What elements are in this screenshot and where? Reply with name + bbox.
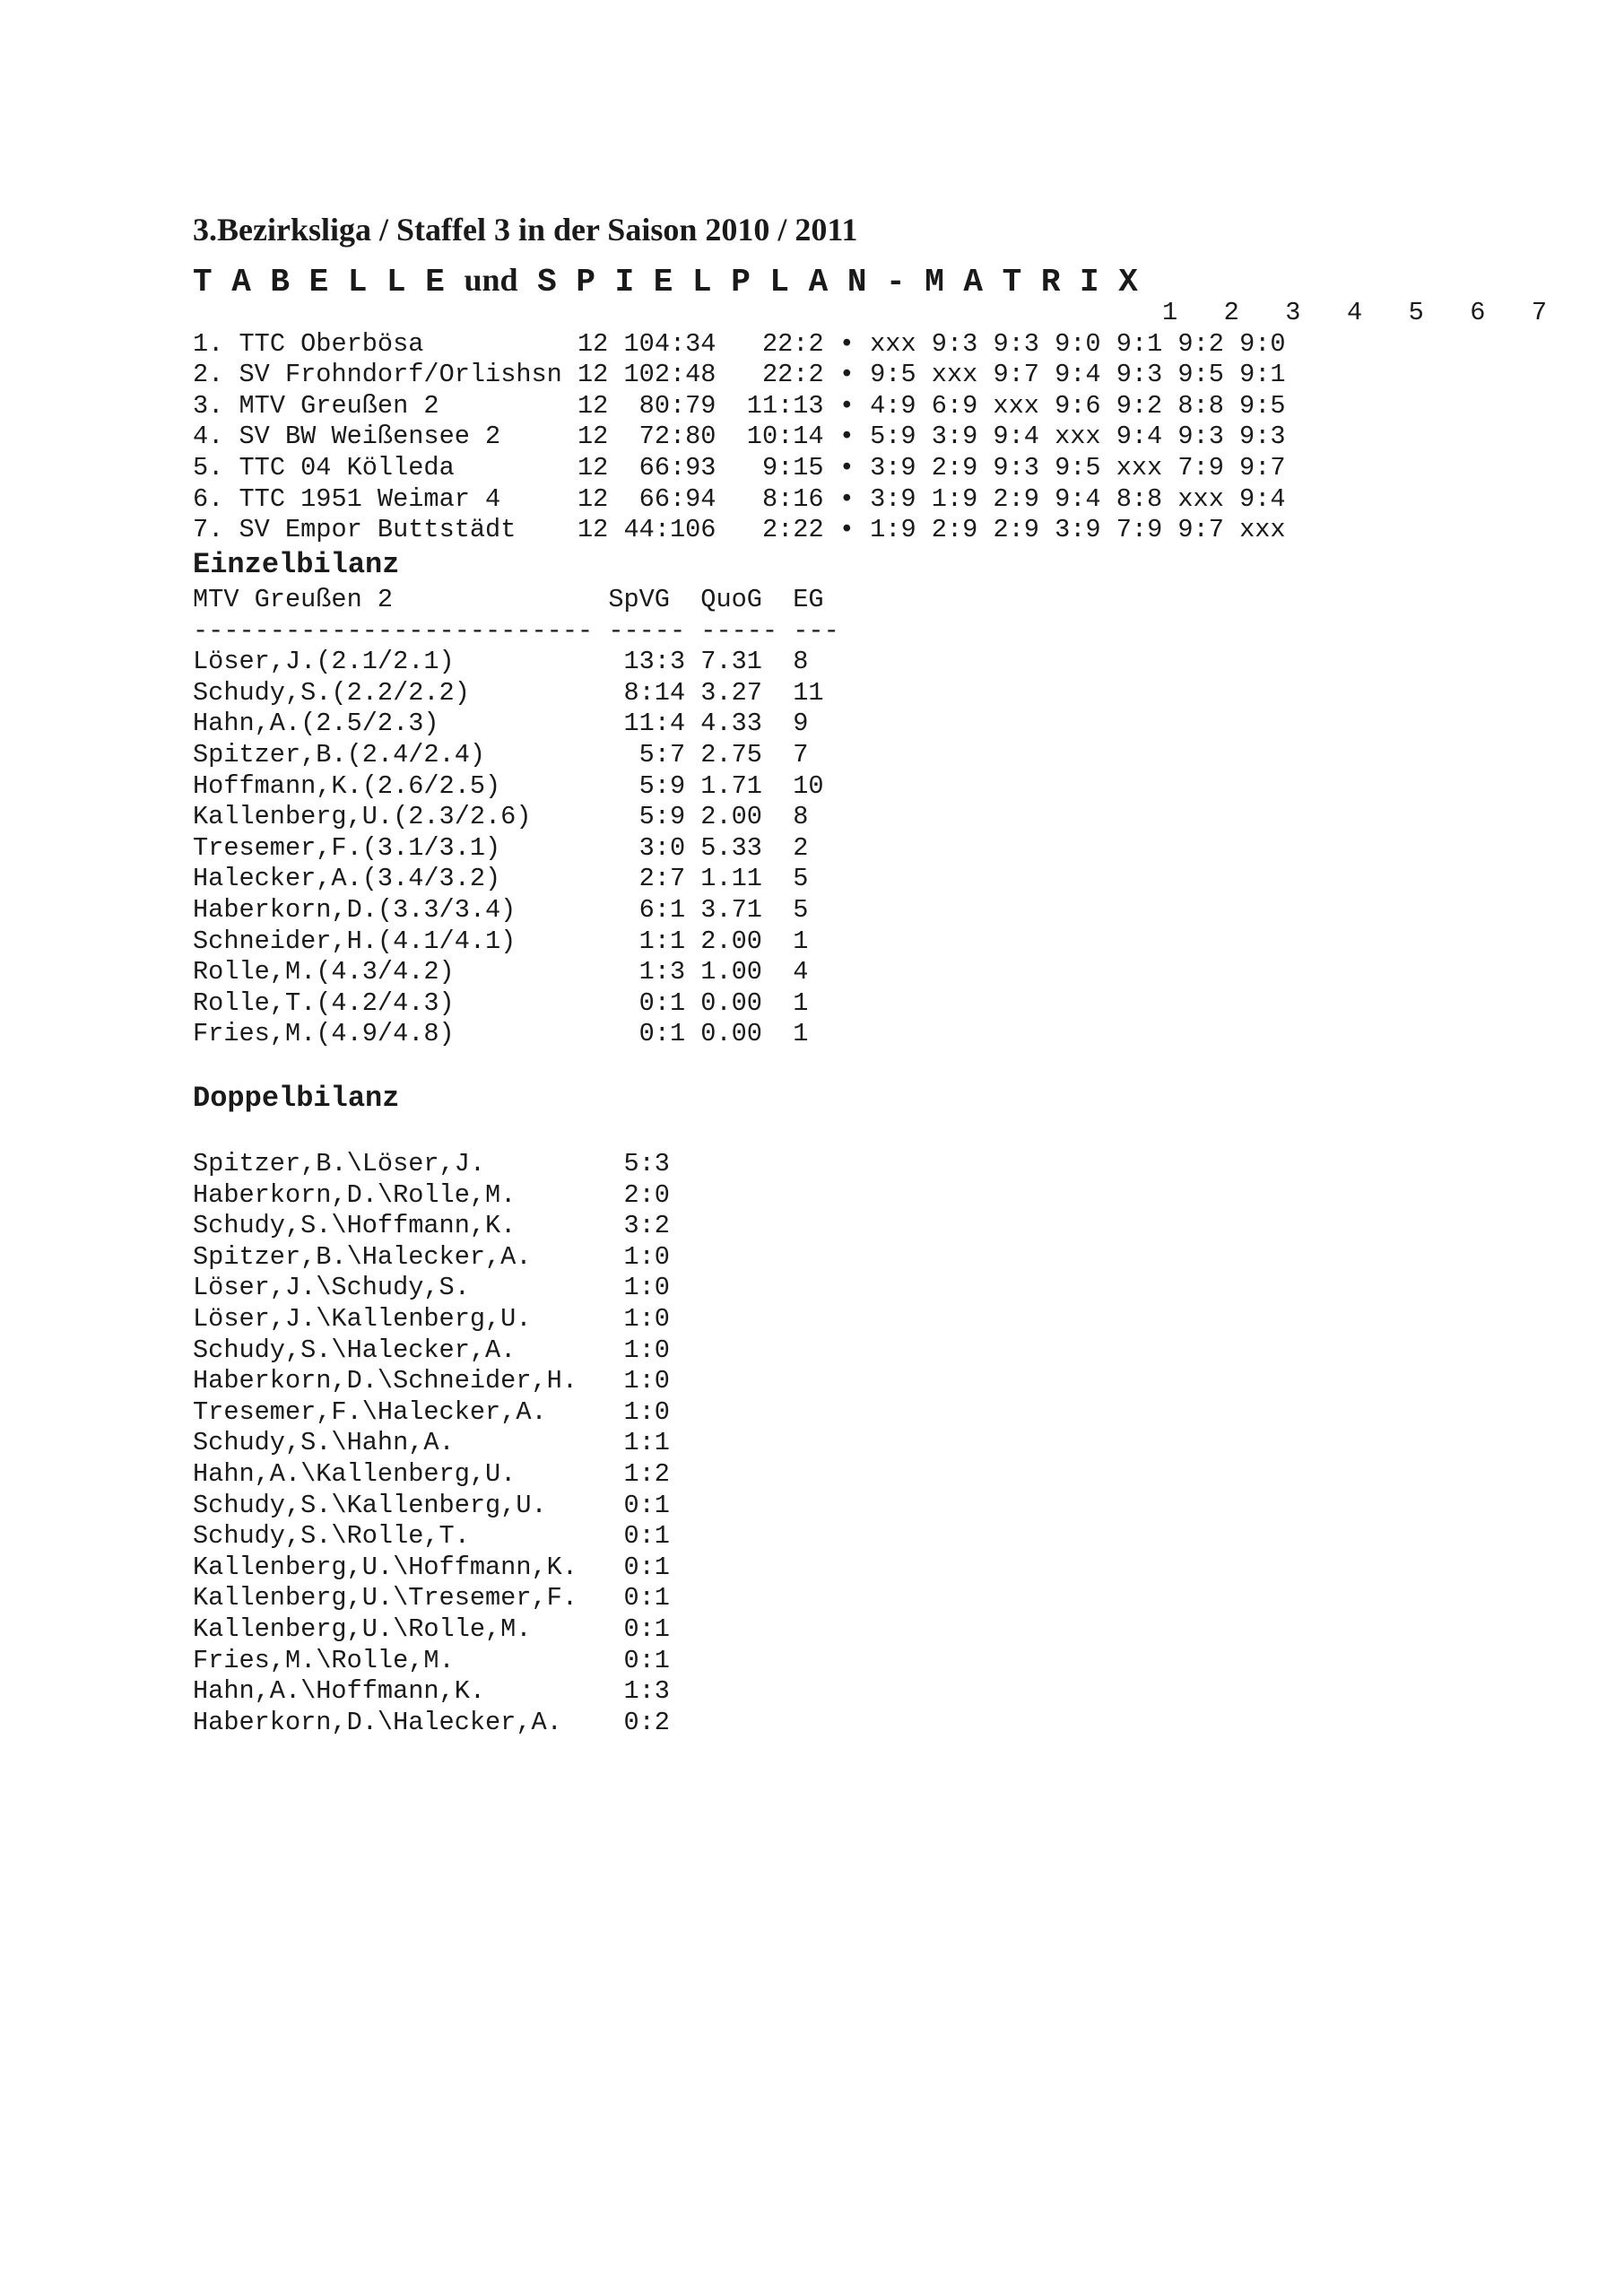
player-spvg: 13:3: [623, 647, 686, 677]
matrix-cell: 7:9: [1116, 515, 1163, 545]
table-bullet: •: [838, 422, 855, 452]
player-name: Rolle,T.(4.2/4.3): [193, 987, 455, 1018]
doppel-pair-row: [193, 1491, 670, 1522]
matrix-cell: 9:7: [1239, 452, 1286, 483]
doppel-pair-row: [193, 1273, 670, 1304]
table-sets: 66:94: [638, 483, 716, 514]
player-eg: 9: [793, 709, 809, 739]
table-points: 9:15: [761, 452, 824, 483]
doppel-pair: Schudy,S.\Hahn,A.: [193, 1428, 455, 1458]
doppel-score: 1:3: [623, 1676, 670, 1707]
table-team: MTV Greußen 2: [239, 390, 439, 421]
doppel-pair: Spitzer,B.\Löser,J.: [193, 1149, 486, 1178]
doppel-score: 0:1: [623, 1552, 670, 1582]
player-spvg: 6:1: [638, 894, 686, 925]
doppel-pair-row: [193, 1459, 670, 1491]
matrix-cell: 9:3: [1239, 422, 1286, 452]
matrix-cell: 2:9: [993, 515, 1039, 545]
player-eg: 8: [793, 647, 809, 677]
doppel-score: 0:1: [623, 1583, 670, 1613]
player-spvg: 11:4: [623, 709, 686, 739]
einzel-team-name: MTV Greußen 2: [193, 585, 394, 614]
matrix-cell: 8:8: [1177, 390, 1224, 421]
matrix-cell: xxx: [1055, 422, 1101, 452]
doppel-score: 0:1: [623, 1645, 670, 1675]
doppel-pair-row: [193, 1211, 670, 1242]
table-subheading: [193, 260, 1138, 302]
table-sets: 104:34: [623, 328, 716, 359]
player-quog: 1.71: [700, 770, 762, 801]
player-eg: 10: [793, 770, 824, 801]
table-points: 11:13: [746, 390, 824, 421]
doppel-pair-row: [193, 1676, 670, 1708]
subheading-middle: und: [464, 262, 518, 298]
doppel-score: 1:0: [623, 1396, 670, 1427]
table-points: 10:14: [746, 422, 824, 452]
table-points: 22:2: [761, 328, 824, 359]
einzel-header-row: [193, 585, 839, 616]
matrix-cell: 9:4: [1055, 483, 1101, 514]
matrix-cell: 9:3: [931, 328, 978, 359]
doppel-pair: Schudy,S.\Rolle,T.: [193, 1521, 470, 1552]
doppel-pair: Kallenberg,U.\Tresemer,F.: [193, 1583, 578, 1613]
player-spvg: 8:14: [623, 677, 686, 708]
einzel-rule-name: --------------------------: [193, 615, 594, 646]
einzel-player-row: [193, 709, 839, 740]
table-games: 12: [578, 360, 609, 390]
matrix-cell: xxx: [1116, 452, 1163, 483]
matrix-cell: 9:2: [1116, 390, 1163, 421]
player-name: Rolle,M.(4.3/4.2): [193, 957, 455, 987]
doppel-pair-row: [193, 1552, 670, 1584]
matrix-cell: 9:3: [993, 328, 1039, 359]
einzel-player-row: [193, 895, 839, 926]
doppel-score: 0:2: [623, 1707, 670, 1737]
doppel-pair-row: [193, 1180, 670, 1212]
einzel-player-row: [193, 864, 839, 895]
table-rank: 1.: [193, 328, 224, 359]
einzel-rule-eg: ---: [793, 615, 839, 646]
matrix-cell: 9:0: [1239, 328, 1286, 359]
doppel-pair-row: [193, 1646, 670, 1677]
doppel-pair: Schudy,S.\Halecker,A.: [193, 1335, 517, 1365]
einzelbilanz-table: [193, 585, 839, 1050]
player-quog: 2.00: [700, 926, 762, 956]
matrix-cell: xxx: [870, 328, 916, 359]
table-rank: 6.: [193, 483, 224, 514]
einzelbilanz-heading: Einzelbilanz: [193, 548, 400, 581]
doppel-pair-row: [193, 1583, 670, 1614]
matrix-cell: 5:9: [870, 422, 916, 452]
einzel-player-row: [193, 833, 839, 865]
player-spvg: 2:7: [638, 864, 686, 894]
player-name: Haberkorn,D.(3.3/3.4): [193, 894, 517, 925]
subheading-left: T A B E L L E: [193, 264, 445, 300]
doppel-pair: Fries,M.\Rolle,M.: [193, 1645, 455, 1675]
doppel-pair-row: [193, 1521, 670, 1552]
doppel-pair: Kallenberg,U.\Rolle,M.: [193, 1613, 532, 1644]
league-table: [193, 298, 1547, 546]
player-eg: 5: [793, 864, 809, 894]
player-name: Schneider,H.(4.1/4.1): [193, 926, 517, 956]
matrix-cell: 9:7: [993, 360, 1039, 390]
table-rank: 7.: [193, 515, 224, 545]
table-games: 12: [578, 515, 609, 545]
doppel-score: 1:0: [623, 1303, 670, 1334]
matrix-cell: 9:3: [1116, 360, 1163, 390]
matrix-column-numbers: 1 2 3 4 5 6 7: [1162, 298, 1548, 327]
matrix-cell: 9:1: [1116, 328, 1163, 359]
table-points: 22:2: [761, 360, 824, 390]
matrix-cell: 3:9: [1055, 515, 1101, 545]
player-eg: 7: [793, 739, 809, 770]
doppel-pair: Schudy,S.\Hoffmann,K.: [193, 1211, 517, 1241]
doppel-pair: Löser,J.\Kallenberg,U.: [193, 1303, 532, 1334]
doppel-pair: Schudy,S.\Kallenberg,U.: [193, 1490, 547, 1520]
matrix-cell: 3:9: [931, 422, 978, 452]
matrix-cell: 1:9: [870, 515, 916, 545]
matrix-cell: 9:0: [1055, 328, 1101, 359]
matrix-cell: 9:5: [1055, 452, 1101, 483]
table-games: 12: [578, 452, 609, 483]
doppel-pair: Haberkorn,D.\Rolle,M.: [193, 1179, 517, 1210]
doppel-score: 1:2: [623, 1458, 670, 1489]
matrix-cell: 9:5: [1239, 390, 1286, 421]
einzel-rule-row: [193, 616, 839, 648]
matrix-cell: 9:2: [1177, 328, 1224, 359]
doppel-pair-row: [193, 1614, 670, 1646]
doppel-pair-row: [193, 1242, 670, 1274]
matrix-cell: 9:7: [1177, 515, 1224, 545]
doppel-pair-row: [193, 1149, 670, 1180]
einzel-col-spvg: SpVG: [608, 585, 670, 614]
table-games: 12: [578, 390, 609, 421]
player-eg: 1: [793, 926, 809, 956]
einzel-col-quog: QuoG: [700, 585, 762, 614]
table-rank: 2.: [193, 360, 224, 390]
matrix-cell: 9:4: [1055, 360, 1101, 390]
doppel-pair-row: [193, 1397, 670, 1429]
table-bullet: •: [838, 328, 855, 359]
doppel-pair: Hahn,A.\Kallenberg,U.: [193, 1458, 517, 1489]
player-eg: 1: [793, 1019, 809, 1049]
matrix-cell: 9:5: [1177, 360, 1224, 390]
matrix-cell: 9:5: [870, 360, 916, 390]
einzel-rule-quog: -----: [700, 615, 778, 646]
doppel-pair-row: [193, 1304, 670, 1335]
table-team: SV Empor Buttstädt: [239, 515, 517, 545]
table-row: [193, 453, 1547, 484]
player-eg: 1: [793, 987, 809, 1018]
player-spvg: 5:9: [638, 802, 686, 832]
einzel-player-row: [193, 678, 839, 709]
player-quog: 3.71: [700, 894, 762, 925]
player-eg: 4: [793, 957, 809, 987]
matrix-cell: 4:9: [870, 390, 916, 421]
doppel-score: 1:0: [623, 1241, 670, 1272]
matrix-cell: 9:6: [1055, 390, 1101, 421]
table-team: TTC 04 Kölleda: [239, 452, 455, 483]
doppel-pair-row: [193, 1708, 670, 1739]
matrix-cell: 3:9: [870, 452, 916, 483]
doppel-pair-row: [193, 1366, 670, 1397]
doppel-score: 0:1: [623, 1521, 670, 1552]
matrix-cell: 3:9: [870, 483, 916, 514]
table-row: [193, 422, 1547, 453]
table-games: 12: [578, 328, 609, 359]
matrix-header-row: [193, 298, 1547, 329]
einzel-rule-spvg: -----: [608, 615, 686, 646]
doppel-score: 1:0: [623, 1335, 670, 1365]
player-name: Spitzer,B.(2.4/2.4): [193, 739, 486, 770]
matrix-cell: 9:4: [1116, 422, 1163, 452]
table-bullet: •: [838, 515, 855, 545]
doppel-pair: Haberkorn,D.\Halecker,A.: [193, 1707, 562, 1737]
table-team: SV Frohndorf/Orlishsn: [239, 360, 562, 390]
doppel-score: 1:0: [623, 1366, 670, 1396]
matrix-cell: 9:3: [1177, 422, 1224, 452]
doppel-score: 1:1: [623, 1428, 670, 1458]
doppelbilanz-heading: Doppelbilanz: [193, 1082, 400, 1115]
matrix-cell: 2:9: [931, 515, 978, 545]
player-name: Löser,J.(2.1/2.1): [193, 647, 455, 677]
player-eg: 5: [793, 894, 809, 925]
player-eg: 8: [793, 802, 809, 832]
player-spvg: 3:0: [638, 832, 686, 863]
matrix-cell: 9:1: [1239, 360, 1286, 390]
einzel-player-row: [193, 740, 839, 771]
player-quog: 3.27: [700, 677, 762, 708]
doppel-pair: Kallenberg,U.\Hoffmann,K.: [193, 1552, 578, 1582]
matrix-cell: 9:3: [993, 452, 1039, 483]
player-quog: 0.00: [700, 987, 762, 1018]
matrix-cell: xxx: [1177, 483, 1224, 514]
table-rank: 3.: [193, 390, 224, 421]
table-team: TTC 1951 Weimar 4: [239, 483, 501, 514]
matrix-cell: 2:9: [931, 452, 978, 483]
matrix-cell: 8:8: [1116, 483, 1163, 514]
table-sets: 80:79: [638, 390, 716, 421]
player-quog: 4.33: [700, 709, 762, 739]
doppel-score: 1:0: [623, 1273, 670, 1303]
doppel-pair: Tresemer,F.\Halecker,A.: [193, 1396, 547, 1427]
table-row: [193, 391, 1547, 422]
doppel-score: 3:2: [623, 1211, 670, 1241]
einzel-player-row: [193, 647, 839, 678]
player-eg: 2: [793, 832, 809, 863]
table-team: SV BW Weißensee 2: [239, 422, 501, 452]
doppel-score: 0:1: [623, 1490, 670, 1520]
einzel-player-row: [193, 771, 839, 803]
table-bullet: •: [838, 483, 855, 514]
table-bullet: •: [838, 452, 855, 483]
doppel-pair: Hahn,A.\Hoffmann,K.: [193, 1676, 486, 1707]
einzel-player-row: [193, 957, 839, 988]
matrix-cell: xxx: [931, 360, 978, 390]
matrix-cell: 7:9: [1177, 452, 1224, 483]
player-spvg: 5:7: [638, 739, 686, 770]
table-sets: 66:93: [638, 452, 716, 483]
matrix-cell: 1:9: [931, 483, 978, 514]
doppel-pair-row: [193, 1335, 670, 1367]
table-rank: 5.: [193, 452, 224, 483]
einzel-player-row: [193, 926, 839, 958]
table-sets: 72:80: [638, 422, 716, 452]
player-quog: 7.31: [700, 647, 762, 677]
player-quog: 2.75: [700, 739, 762, 770]
matrix-cell: 6:9: [931, 390, 978, 421]
doppel-score: 2:0: [623, 1179, 670, 1210]
player-spvg: 0:1: [638, 1019, 686, 1049]
player-spvg: 1:3: [638, 957, 686, 987]
subheading-right: S P I E L P L A N - M A T R I X: [537, 264, 1138, 300]
matrix-cell: xxx: [1239, 515, 1286, 545]
einzel-player-row: [193, 802, 839, 833]
einzel-col-eg: EG: [793, 585, 824, 614]
table-rank: 4.: [193, 422, 224, 452]
table-row: [193, 515, 1547, 546]
player-quog: 5.33: [700, 832, 762, 863]
table-team: TTC Oberbösa: [239, 328, 424, 359]
matrix-cell: 9:4: [1239, 483, 1286, 514]
player-quog: 2.00: [700, 802, 762, 832]
table-bullet: •: [838, 390, 855, 421]
doppel-pair: Löser,J.\Schudy,S.: [193, 1273, 470, 1303]
doppel-pair-row: [193, 1428, 670, 1459]
player-name: Halecker,A.(3.4/3.2): [193, 864, 501, 894]
player-name: Kallenberg,U.(2.3/2.6): [193, 802, 532, 832]
player-spvg: 1:1: [638, 926, 686, 956]
matrix-cell: 9:4: [993, 422, 1039, 452]
player-spvg: 5:9: [638, 770, 686, 801]
table-row: [193, 484, 1547, 516]
table-sets: 102:48: [623, 360, 716, 390]
player-quog: 0.00: [700, 1019, 762, 1049]
doppel-pair: Spitzer,B.\Halecker,A.: [193, 1241, 532, 1272]
table-points: 2:22: [761, 515, 824, 545]
page-title: 3.Bezirksliga / Staffel 3 in der Saison 2010 / 2011: [193, 212, 858, 248]
matrix-cell: xxx: [993, 390, 1039, 421]
doppel-pair: Haberkorn,D.\Schneider,H.: [193, 1366, 578, 1396]
doppel-score: 5:3: [623, 1149, 670, 1178]
player-name: Tresemer,F.(3.1/3.1): [193, 832, 501, 863]
doppelbilanz-table: [193, 1149, 670, 1738]
table-row: [193, 360, 1547, 391]
matrix-cell: 2:9: [993, 483, 1039, 514]
player-spvg: 0:1: [638, 987, 686, 1018]
table-games: 12: [578, 422, 609, 452]
player-name: Hoffmann,K.(2.6/2.5): [193, 770, 501, 801]
player-name: Fries,M.(4.9/4.8): [193, 1019, 455, 1049]
player-name: Hahn,A.(2.5/2.3): [193, 709, 439, 739]
player-eg: 11: [793, 677, 824, 708]
table-games: 12: [578, 483, 609, 514]
table-bullet: •: [838, 360, 855, 390]
doppel-score: 0:1: [623, 1613, 670, 1644]
table-points: 8:16: [761, 483, 824, 514]
einzel-player-row: [193, 1019, 839, 1050]
table-sets: 44:106: [623, 515, 716, 545]
einzel-player-row: [193, 988, 839, 1020]
table-row: [193, 329, 1547, 361]
player-quog: 1.00: [700, 957, 762, 987]
player-quog: 1.11: [700, 864, 762, 894]
player-name: Schudy,S.(2.2/2.2): [193, 677, 470, 708]
